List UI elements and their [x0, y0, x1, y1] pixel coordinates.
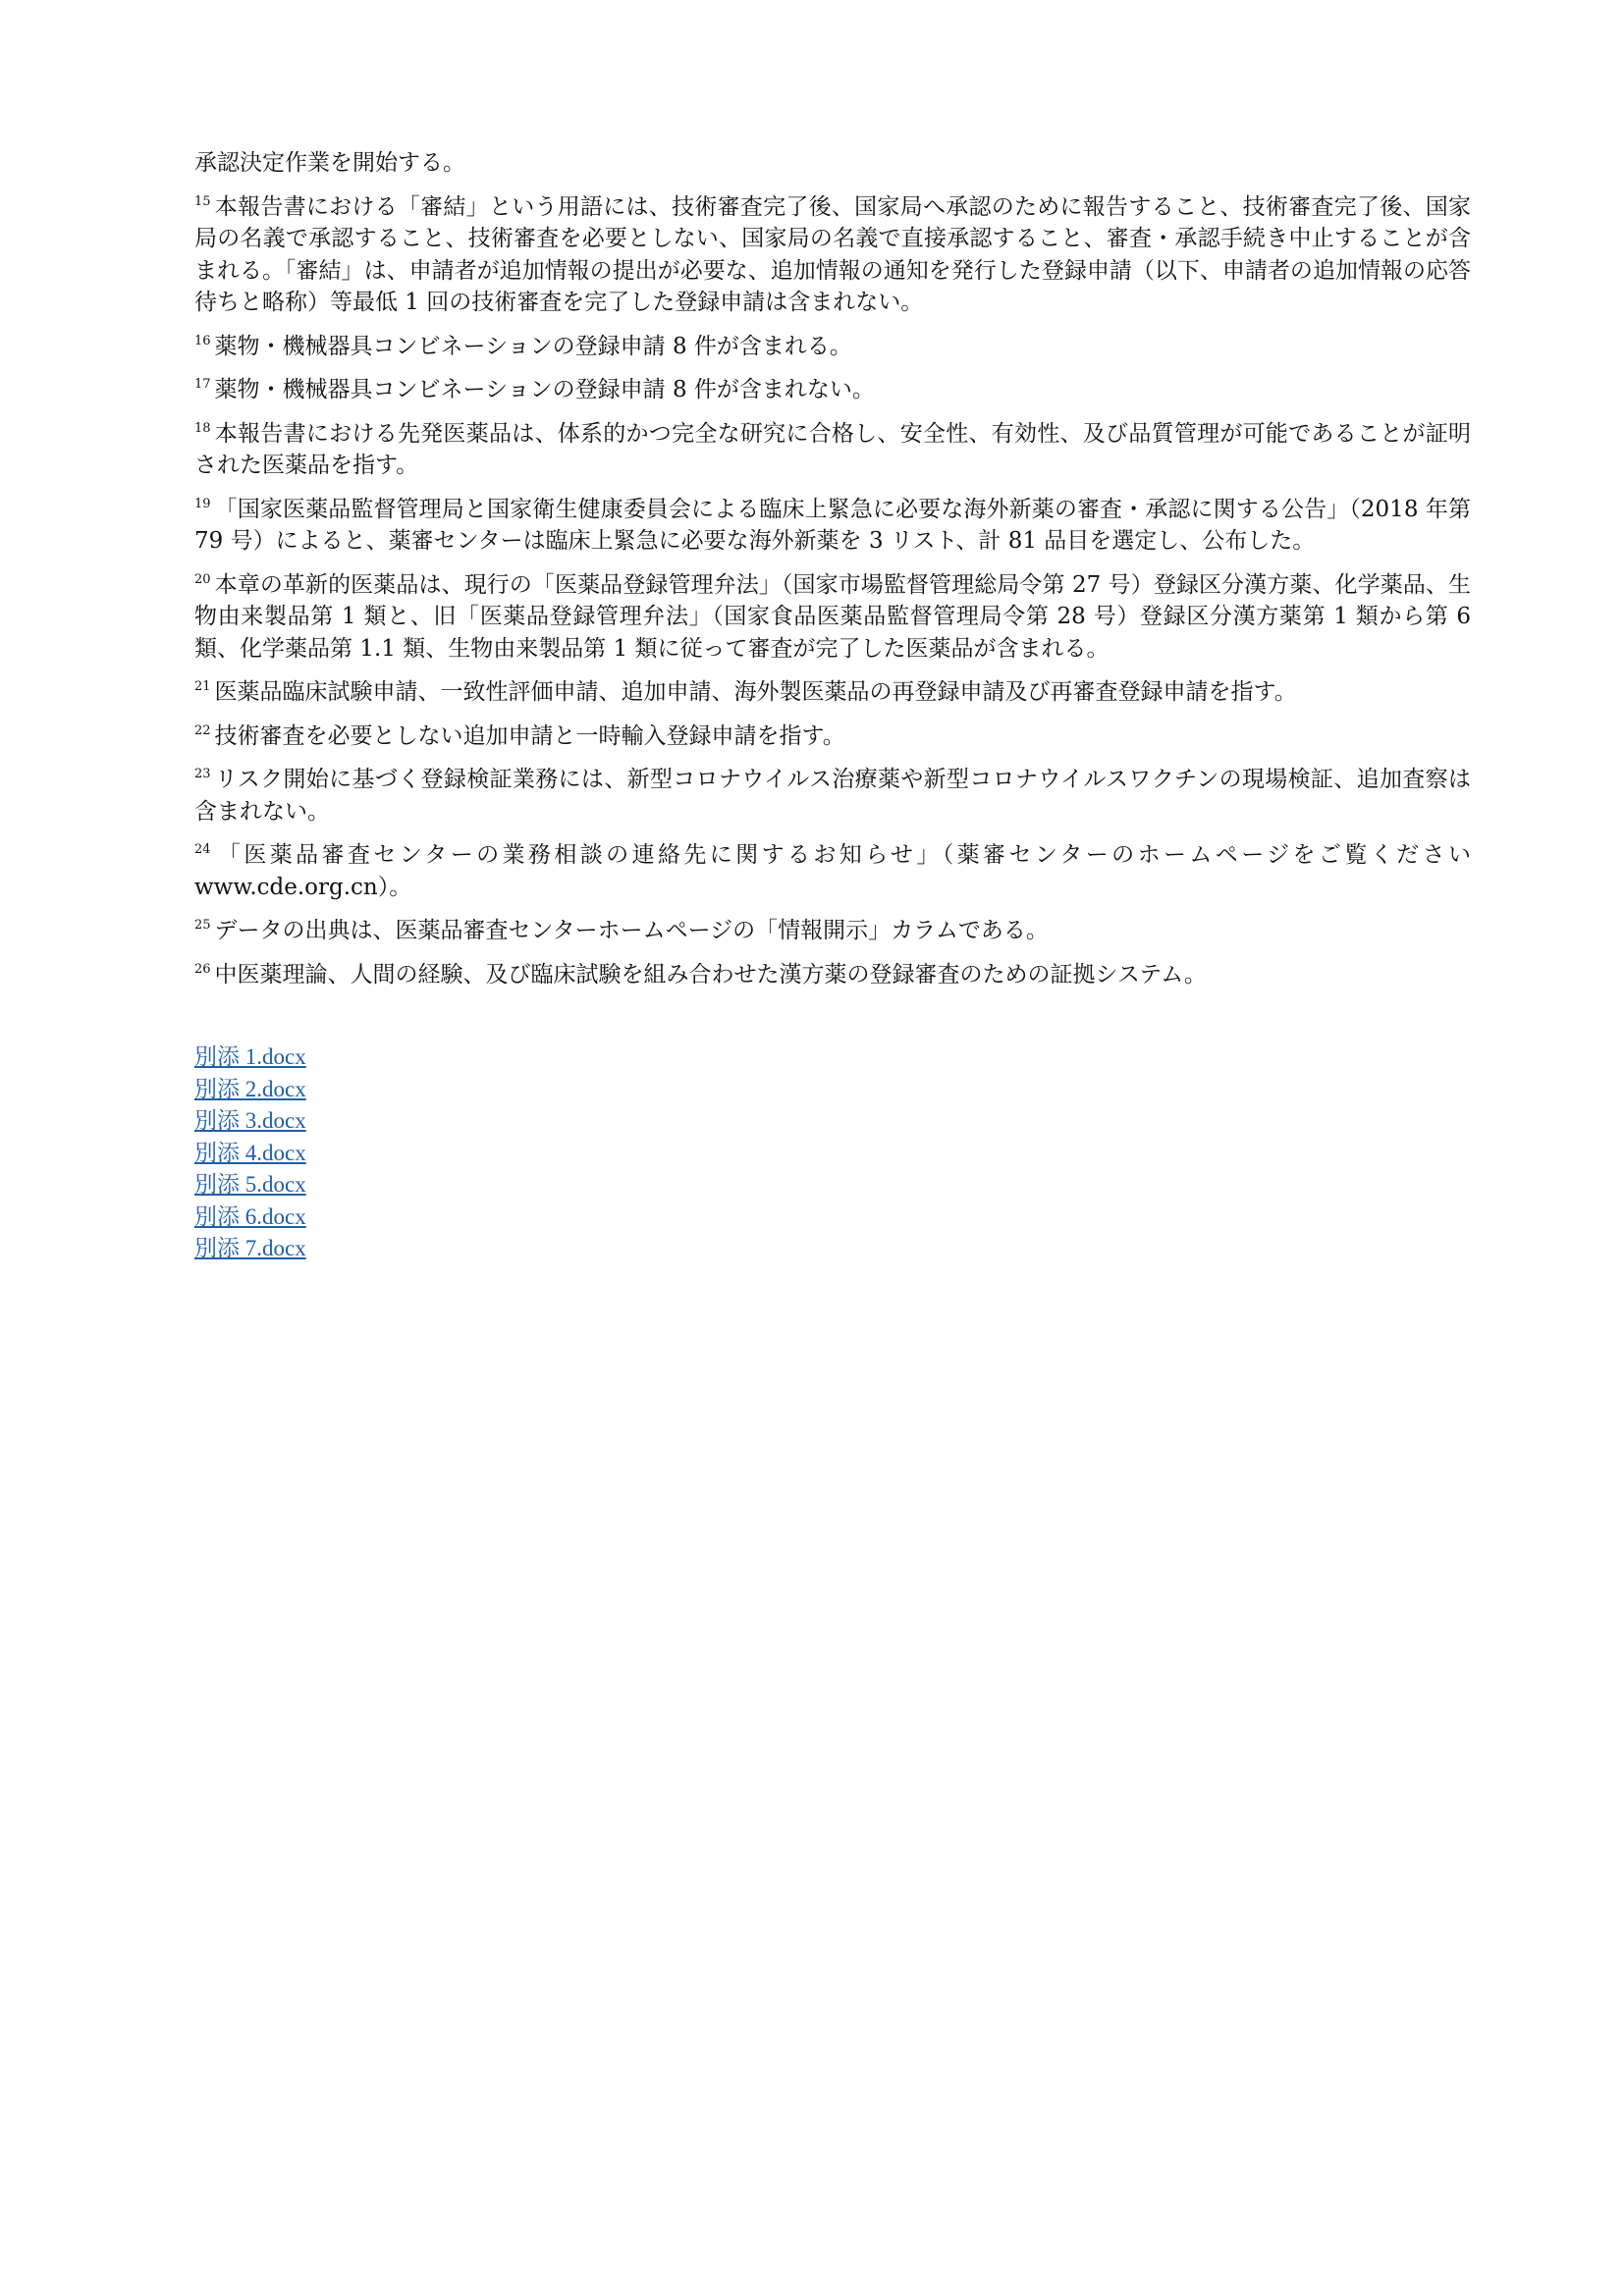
footnote-number: 24 — [194, 842, 211, 858]
footnote-text: リスク開始に基づく登録検証業務には、新型コロナウイルス治療薬や新型コロナウイルスワクチンの現場検証、追加査察は含まれない。 — [194, 767, 1471, 825]
footnote-23 — [194, 764, 1471, 828]
footnote-text: 医薬品臨床試験申請、一致性評価申請、追加申請、海外製医薬品の再登録申請及び再審査登録申請を指す。 — [214, 679, 1297, 705]
footnote-20 — [194, 569, 1471, 666]
footnote-text: 本章の革新的医薬品は、現行の「医薬品登録管理弁法」（国家市場監督管理総局令第 27 号）登録区分漢方薬、化学薬品、生物由来製品第 1 類と、旧「医薬品登録管理弁法」（国家食品医薬品監督管理局令第 28 号）登録区分漢方薬第 1 類から第 6 類、化学薬品第 1.1 類、生物由来製品第 1 類に従って審査が完了した医薬品が含まれる。 — [194, 571, 1471, 662]
attachment-link-5[interactable]: 別添 5.docx — [194, 1172, 306, 1197]
footnote-26 — [194, 959, 1471, 991]
footnote-text: 中医薬理論、人間の経験、及び臨床試験を組み合わせた漢方薬の登録審査のための証拠システム。 — [214, 961, 1207, 988]
attachment-link-3[interactable]: 別添 3.docx — [194, 1108, 306, 1133]
attachment-link-6[interactable]: 別添 6.docx — [194, 1203, 306, 1229]
footnote-text: 本報告書における先発医薬品は、体系的かつ完全な研究に合格し、安全性、有効性、及び品質管理が可能であることが証明された医薬品を指す。 — [194, 420, 1471, 478]
footnote-text: 薬物・機械器具コンビネーションの登録申請 8 件が含まれる。 — [214, 333, 852, 359]
footnote-number: 19 — [194, 496, 211, 511]
footnote-25 — [194, 915, 1471, 947]
intro-line: 承認決定作業を開始する。 — [194, 150, 465, 176]
footnote-text: 薬物・機械器具コンビネーションの登録申請 8 件が含まれない。 — [214, 377, 875, 402]
attachment-link-1[interactable]: 別添 1.docx — [194, 1044, 306, 1069]
footnote-15 — [194, 191, 1471, 319]
footnote-18 — [194, 418, 1471, 482]
footnote-number: 16 — [194, 333, 211, 348]
footnote-number: 25 — [194, 918, 211, 934]
footnote-number: 22 — [194, 722, 211, 738]
footnote-16 — [194, 331, 1471, 363]
footnote-number: 17 — [194, 377, 211, 393]
footnote-text: 「医薬品審査センターの業務相談の連絡先に関するお知らせ」（薬審センターのホームページをご覧ください www.cde.org.cn）。 — [194, 842, 1471, 900]
attachment-link-7[interactable]: 別添 7.docx — [194, 1236, 306, 1260]
footnote-text: 技術審査を必要としない追加申請と一時輸入登録申請を指す。 — [214, 722, 845, 749]
footnote-21 — [194, 676, 1471, 709]
footnote-number: 18 — [194, 420, 211, 436]
attachment-link-2[interactable]: 別添 2.docx — [194, 1076, 306, 1101]
footnote-number: 20 — [194, 571, 211, 587]
footnote-text: 本報告書における「審結」という用語には、技術審査完了後、国家局へ承認のために報告すること、技術審査完了後、国家局の名義で承認すること、技術審査を必要としない、国家局の名義で直接承認すること、審査・承認手続き中止することが含まれる。「審結」は、申請者が追加情報の提出が必要な、追加情報の通知を発行した登録申請（以下、申請者の追加情報の応答待ちと略称）等最低 1 回の技術審査を完了した登録申請は含まれない。 — [194, 193, 1471, 315]
document-page — [194, 147, 1471, 1265]
footnote-number: 21 — [194, 679, 211, 695]
attachment-link-4[interactable]: 別添 4.docx — [194, 1140, 306, 1165]
footnote-17 — [194, 374, 1471, 406]
footnote-text: 「国家医薬品監督管理局と国家衛生健康委員会による臨床上緊急に必要な海外新薬の審査・承認に関する公告」（2018 年第 79 号）によると、薬審センターは臨床上緊急に必要な海外新薬を 3 リスト、計 81 品目を選定し、公布した。 — [194, 496, 1471, 554]
footnote-19 — [194, 494, 1471, 558]
footnote-number: 23 — [194, 767, 211, 782]
attachment-list — [194, 1041, 1471, 1265]
footnote-text: データの出典は、医薬品審査センターホームページの「情報開示」カラムである。 — [214, 918, 1049, 943]
footnote-24 — [194, 839, 1471, 903]
footnote-number: 15 — [194, 193, 211, 209]
footnote-22 — [194, 721, 1471, 753]
footnote-number: 26 — [194, 961, 211, 977]
